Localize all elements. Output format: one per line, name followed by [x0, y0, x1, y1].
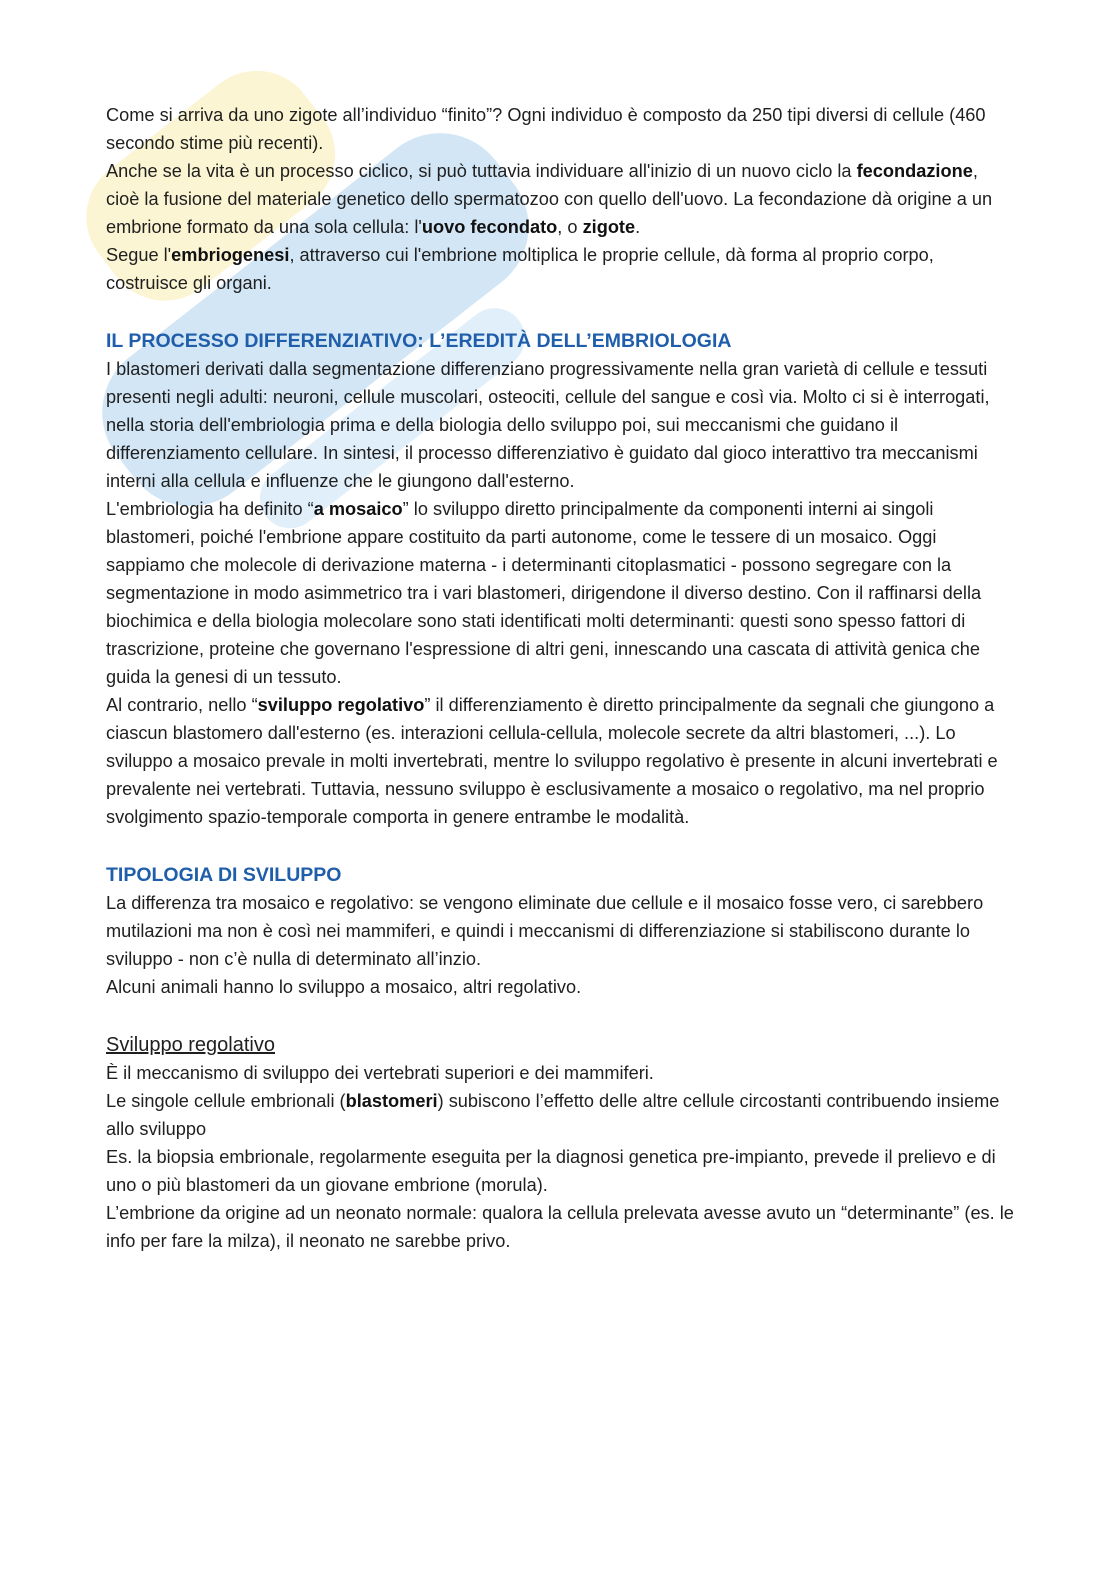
text-run: .: [635, 217, 641, 237]
bold-term-fecondazione: fecondazione: [856, 161, 973, 181]
text-run: Anche se la vita è un processo ciclico, si può tuttavia individuare all'inizio di un nuovo ciclo la: [106, 161, 857, 181]
section1-paragraph-1: I blastomeri derivati dalla segmentazione differenziano progressivamente nella gran varietà di cellule e tessuti presenti negli adulti: neuroni, cellule muscolari, osteociti, cellule del sangue e così via. Molto ci si è interrogati, nella storia dell'embriologia prima e della biologia dello sviluppo poi, sui meccanismi che guidano il differenziamento cellulare. In sintesi, il processo differenziativo è guidato dal gioco interattivo tra meccanismi interni alla cellula e influenze che le giungono dall'esterno.: [106, 359, 990, 491]
intro-paragraph-1: Come si arriva da uno zigote all’individuo “finito”? Ogni individuo è composto da 250 tipi diversi di cellule (460 secondo stime più recenti).: [106, 105, 986, 153]
section3-paragraph-1: È il meccanismo di sviluppo dei vertebrati superiori e dei mammiferi.: [106, 1063, 654, 1083]
section-heading-tipologia-di-sviluppo: TIPOLOGIA DI SVILUPPO: [106, 864, 342, 886]
text-run: ” lo sviluppo diretto principalmente da componenti interni ai singoli blastomeri, poiché l'embrione appare costituito da parti autonome, come le tessere di un mosaico. Oggi sappiamo che molecole di derivazione materna - i determinanti citoplasmatici - possono segregare con la segmentazione in modo asimmetrico tra i vari blastomeri, dirigendone il diverso destino. Con il raffinarsi della biochimica e della biologia molecolare sono stati identificati molti determinanti: questi sono spesso fattori di trascrizione, proteine che governano l'espressione di altri geni, innescando una cascata di attività genica che guida la genesi di un tessuto.: [106, 499, 982, 687]
section1-paragraph-2: [106, 495, 1016, 691]
section2-paragraph-2: Alcuni animali hanno lo sviluppo a mosaico, altri regolativo.: [106, 977, 582, 997]
text-run: ) subiscono l’effetto delle altre cellule circostanti contribuendo insieme allo sviluppo: [106, 1091, 1000, 1139]
text-run: , cioè la fusione del materiale genetico dello spermatozoo con quello dell'uovo. La fecondazione dà origine a un embrione formato da una sola cellula: l': [106, 161, 993, 237]
text-run: , o: [557, 217, 583, 237]
subheading-sviluppo-regolativo: Sviluppo regolativo: [106, 1034, 275, 1056]
text-run: ” il differenziamento è diretto principalmente da segnali che giungono a ciascun blastomero dall'esterno (es. interazioni cellula-cellula, molecole secrete da altri blastomeri, ...). Lo sviluppo a mosaico prevale in molti invertebrati, mentre lo sviluppo regolativo è presente in alcuni invertebrati e prevalente nei vertebrati. Tuttavia, nessuno sviluppo è esclusivamente a mosaico o regolativo, ma nel proprio svolgimento spazio-temporale comporta in genere entrambe le modalità.: [106, 695, 998, 827]
bold-term-uovo-fecondato: uovo fecondato: [421, 217, 558, 237]
intro-paragraph-3: [106, 241, 1016, 297]
text-run: L'embriologia ha definito “: [106, 499, 314, 519]
document-page: [106, 101, 1016, 1255]
bold-term-blastomeri: blastomeri: [345, 1091, 438, 1111]
section3-paragraph-4: L’embrione da origine ad un neonato normale: qualora la cellula prelevata avesse avuto un “determinante” (es. le info per fare la milza), il neonato ne sarebbe privo.: [106, 1203, 1014, 1251]
section-heading-processo-differenziativo: IL PROCESSO DIFFERENZIATIVO: L’EREDITÀ DELL’EMBRIOLOGIA: [106, 330, 732, 352]
text-run: Al contrario, nello “: [106, 695, 258, 715]
bold-term-embriogenesi: embriogenesi: [171, 245, 290, 265]
text-run: Le singole cellule embrionali (: [106, 1091, 346, 1111]
bold-term-zigote: zigote: [582, 217, 636, 237]
bold-term-a-mosaico: a mosaico: [313, 499, 403, 519]
section1-paragraph-3: [106, 691, 1016, 831]
section3-paragraph-3: Es. la biopsia embrionale, regolarmente eseguita per la diagnosi genetica pre-impianto, prevede il prelievo e di uno o più blastomeri da un giovane embrione (morula).: [106, 1147, 996, 1195]
text-run: Segue l': [106, 245, 172, 265]
text-run: , attraverso cui l'embrione moltiplica le proprie cellule, dà forma al proprio corpo, costruisce gli organi.: [106, 245, 934, 293]
section2-paragraph-1: La differenza tra mosaico e regolativo: se vengono eliminate due cellule e il mosaico fosse vero, ci sarebbero mutilazioni ma non è così nei mammiferi, e quindi i meccanismi di differenziazione si stabiliscono durante lo sviluppo - non c’è nulla di determinato all’inzio.: [106, 893, 984, 969]
bold-term-sviluppo-regolativo: sviluppo regolativo: [257, 695, 425, 715]
section3-paragraph-2: [106, 1087, 1016, 1143]
intro-paragraph-2: [106, 157, 1016, 241]
